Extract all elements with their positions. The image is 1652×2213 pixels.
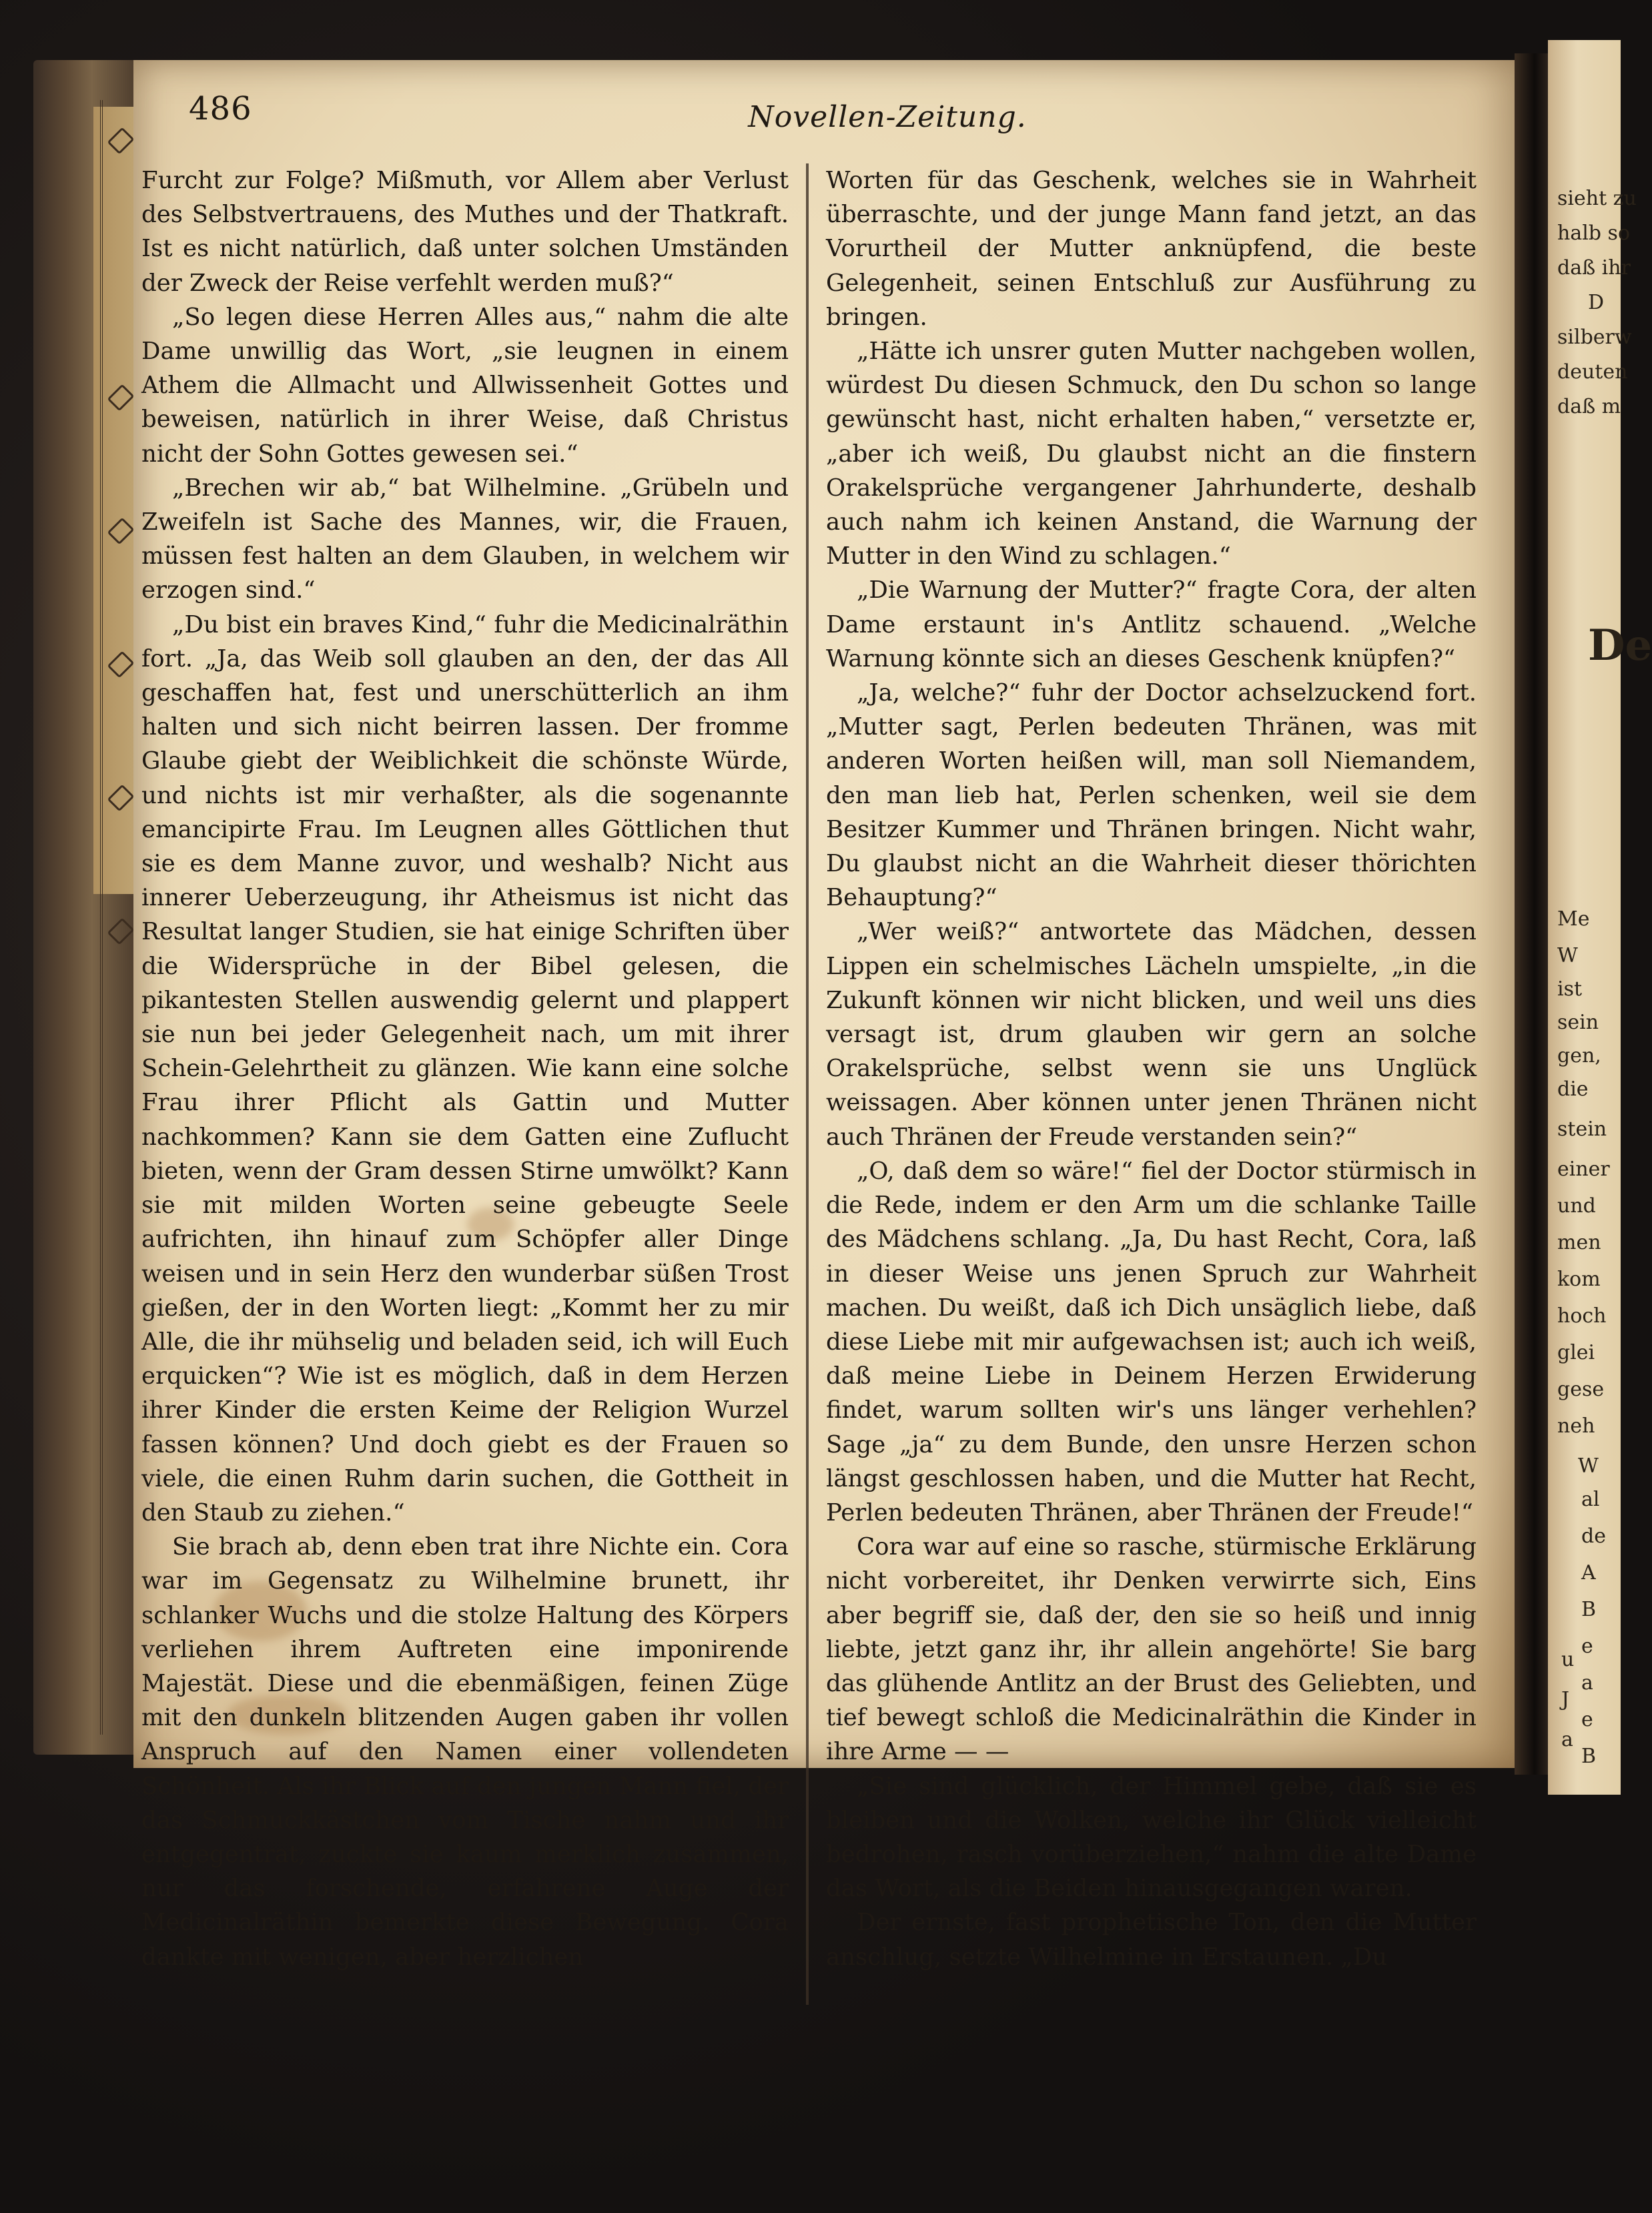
adjacent-page-fragment: e	[1581, 1635, 1593, 1658]
ornamental-border	[100, 100, 136, 1735]
adjacent-page-fragment: a	[1561, 1728, 1573, 1751]
adjacent-page-fragment: a	[1581, 1671, 1593, 1695]
adjacent-page-fragment: halb so	[1557, 222, 1630, 245]
paragraph: „Sie sind glücklich, der Himmel gebe, daß sie es bleiben und die Wolken, welche ihr Glück vielleicht bedrohen, rasch vorüberziehen,“ nahm die alte Dame das Wort, als die Beiden hinausgegangen waren.	[826, 1772, 1477, 1903]
adjacent-page-fragment: J	[1561, 1688, 1570, 1711]
left-column	[141, 163, 789, 1974]
adjacent-page-fragment: men	[1557, 1231, 1601, 1254]
paragraph: Der ernste, fast prophetische Ton, den die Mutter anschlug, setzte Wilhelmine in Erstaunen. „Du	[826, 1909, 1477, 1971]
page-number: 486	[189, 90, 252, 127]
paragraph: Furcht zur Folge? Mißmuth, vor Allem aber Verlust des Selbstvertrauens, des Muthes und der Thatkraft. Ist es nicht natürlich, daß unter solchen Umständen der Zweck der Reise verfehlt werden muß?“	[141, 167, 789, 297]
adjacent-page-fragment: stein	[1557, 1118, 1607, 1141]
adjacent-page	[1548, 40, 1652, 1795]
paragraph: „Hätte ich unsrer guten Mutter nachgeben wollen, würdest Du diesen Schmuck, den Du schon so lange gewünscht hast, nicht erhalten haben,“ versetzte er, „aber ich weiß, Du glaubst nicht an die finstern Orakelsprüche vergangener Jahrhunderte, deshalb auch nahm ich keinen Anstand, die Warnung der Mutter in den Wind zu schlagen.“	[826, 338, 1477, 570]
paragraph: Cora war auf eine so rasche, stürmische Erklärung nicht vorbereitet, ihr Denken verwirrte sich, Eins aber begriff sie, daß der, den sie so heiß und innig liebte, jetzt ganz ihr, ihr allein angehörte! Sie barg das glühende Antlitz an der Brust des Geliebten, und tief bewegt schloß die Medicinalräthin die Kinder in ihre Arme — —	[826, 1533, 1477, 1766]
paragraph: „Du bist ein braves Kind,“ fuhr die Medicinalräthin fort. „Ja, das Weib soll glauben an den, der das All geschaffen hat, fest und unerschütterlich an ihm halten und sich nicht beirren lassen. Der fromme Glaube giebt der Weiblichkeit die schönste Würde, und nichts ist mir verhaßter, als die sogenannte emancipirte Frau. Im Leugnen alles Göttlichen thut sie es dem Manne zuvor, und weshalb? Nicht aus innerer Ueberzeugung, ihr Atheismus ist nicht das Resultat langer Studien, sie hat einige Schriften über die Widersprüche in der Bibel gelesen, die pikantesten Stellen auswendig gelernt und plappert sie nun bei jeder Gelegenheit nach, um mit ihrer Schein-Gelehrtheit zu glänzen. Wie kann eine solche Frau ihrer Pflicht als Gattin und Mutter nachkommen? Kann sie dem Gatten eine Zuflucht bieten, wenn der Gram dessen Stirne umwölkt? Kann sie mit milden Worten seine gebeugte Seele aufrichten, ihn hinauf zum Schöpfer aller Dinge weisen und in sein Herz den wunderbar süßen Trost gießen, der in den Worten liegt: „Kommt her zu mir Alle, die ihr mühselig und beladen seid, ich will Euch erquicken“? Wie ist es möglich, daß in dem Herzen ihrer Kinder die ersten Keime der Religion Wurzel fassen können? Und doch giebt es der Frauen so viele, die einen Ruhm darin suchen, die Gottheit in den Staub zu ziehen.“	[141, 610, 789, 1526]
adjacent-page-fragment: die	[1557, 1077, 1589, 1101]
adjacent-page-fragment: B	[1581, 1745, 1597, 1768]
adjacent-page-fragment: silberw	[1557, 326, 1632, 349]
adjacent-page-fragment: sieht zu	[1557, 187, 1637, 210]
adjacent-page-fragment: W	[1578, 1454, 1599, 1478]
adjacent-page-fragment: deuten	[1557, 360, 1628, 384]
right-column	[826, 163, 1477, 1974]
adjacent-page-fragment: glei	[1557, 1341, 1595, 1364]
paragraph: Sie brach ab, denn eben trat ihre Nichte ein. Cora war im Gegensatz zu Wilhelmine brunett, ihr schlanker Wuchs und die stolze Haltung des Körpers verliehen ihrem Auftreten eine imponirende Majestät. Diese und die ebenmäßigen, feinen Züge mit den dunkeln blitzenden Augen gaben ihr vollen Anspruch auf den Namen einer vollendeten Schönheit. Als ihr Blick auf den jungen Mann fiel, der das Schmuckkästchen vom Tische nahm und ihr entgegentrat, zuckte sie kaum merklich zusammen, nur das forschende, erfahrene Auge der Medicinalräthin bemerkte diese Bewegung. Cora dankte mit wenigen, aber herzlichen	[141, 1533, 789, 1971]
adjacent-page-fragment: Me	[1557, 907, 1590, 931]
adjacent-page-fragment: neh	[1557, 1414, 1595, 1438]
adjacent-page-fragment: u	[1561, 1648, 1575, 1671]
adjacent-page-fragment: ist	[1557, 977, 1583, 1001]
adjacent-page-fragment: hoch	[1557, 1304, 1607, 1328]
running-head: Novellen-Zeitung.	[748, 100, 1027, 134]
adjacent-page-fragment: gen,	[1557, 1044, 1601, 1067]
adjacent-page-fragment: daß ihr	[1557, 256, 1631, 280]
adjacent-page-fragment: de	[1581, 1524, 1606, 1548]
paragraph: „Ja, welche?“ fuhr der Doctor achselzuckend fort. „Mutter sagt, Perlen bedeuten Thränen, was mit anderen Worten heißen will, man soll Niemandem, den man lieb hat, Perlen schenken, weil sie dem Besitzer Kummer und Thränen bringen. Nicht wahr, Du glaubst nicht an die Wahrheit dieser thörichten Behauptung?“	[826, 679, 1477, 912]
book-gutter	[1515, 53, 1548, 1775]
adjacent-page-fragment: gese	[1557, 1378, 1605, 1401]
adjacent-page-fragment: W	[1557, 944, 1578, 967]
adjacent-page-fragment: A	[1581, 1561, 1596, 1585]
adjacent-page-fragment: e	[1581, 1708, 1593, 1731]
paragraph: Worten für das Geschenk, welches sie in Wahrheit überraschte, und der junge Mann fand jetzt, an das Vorurtheil der Mutter anknüpfend, die beste Gelegenheit, seinen Entschluß zur Ausführung zu bringen.	[826, 167, 1477, 331]
paragraph: „Wer weiß?“ antwortete das Mädchen, dessen Lippen ein schelmisches Lächeln umspielte, „in die Zukunft können wir nicht blicken, und weil uns dies versagt ist, drum glauben wir gern an solche Orakelsprüche, selbst wenn sie uns Unglück weissagen. Aber können unter jenen Thränen nicht auch Thränen der Freude verstanden sein?“	[826, 918, 1477, 1151]
adjacent-page-fragment: und	[1557, 1194, 1596, 1218]
paragraph: „So legen diese Herren Alles aus,“ nahm die alte Dame unwillig das Wort, „sie leugnen in einem Athem die Allmacht und Allwissenheit Gottes und beweisen, natürlich in ihrer Weise, daß Christus nicht der Sohn Gottes gewesen sei.“	[141, 303, 789, 468]
adjacent-page-fragment: al	[1581, 1488, 1600, 1511]
column-rule	[806, 163, 809, 2005]
adjacent-page-fragment: daß m	[1557, 395, 1621, 418]
adjacent-page-heading: De	[1588, 620, 1652, 671]
adjacent-page-fragment: kom	[1557, 1268, 1601, 1291]
adjacent-page-fragment: D	[1588, 291, 1605, 314]
adjacent-page-fragment: sein	[1557, 1011, 1599, 1034]
paragraph: „Die Warnung der Mutter?“ fragte Cora, der alten Dame erstaunt in's Antlitz schauend. „Welche Warnung könnte sich an dieses Geschenk knüpfen?“	[826, 576, 1477, 673]
paragraph: „Brechen wir ab,“ bat Wilhelmine. „Grübeln und Zweifeln ist Sache des Mannes, wir, die Frauen, müssen fest halten an dem Glauben, in welchem wir erzogen sind.“	[141, 474, 789, 604]
adjacent-page-fragment: B	[1581, 1598, 1597, 1621]
adjacent-page-fragment: einer	[1557, 1158, 1610, 1181]
paragraph: „O, daß dem so wäre!“ fiel der Doctor stürmisch in die Rede, indem er den Arm um die schlanke Taille des Mädchens schlang. „Ja, Du hast Recht, Cora, laß in dieser Weise uns jenen Spruch zur Wahrheit machen. Du weißt, daß ich Dich unsäglich liebe, daß diese Liebe mit mir aufgewachsen ist; auch ich weiß, daß meine Liebe in Deinem Herzen Erwiderung findet, warum sollten wir's uns länger verhehlen? Sage „ja“ zu dem Bunde, den unsre Herzen schon längst geschlossen haben, und die Mutter hat Recht, Perlen bedeuten Thränen, aber Thränen der Freude!“	[826, 1157, 1477, 1526]
